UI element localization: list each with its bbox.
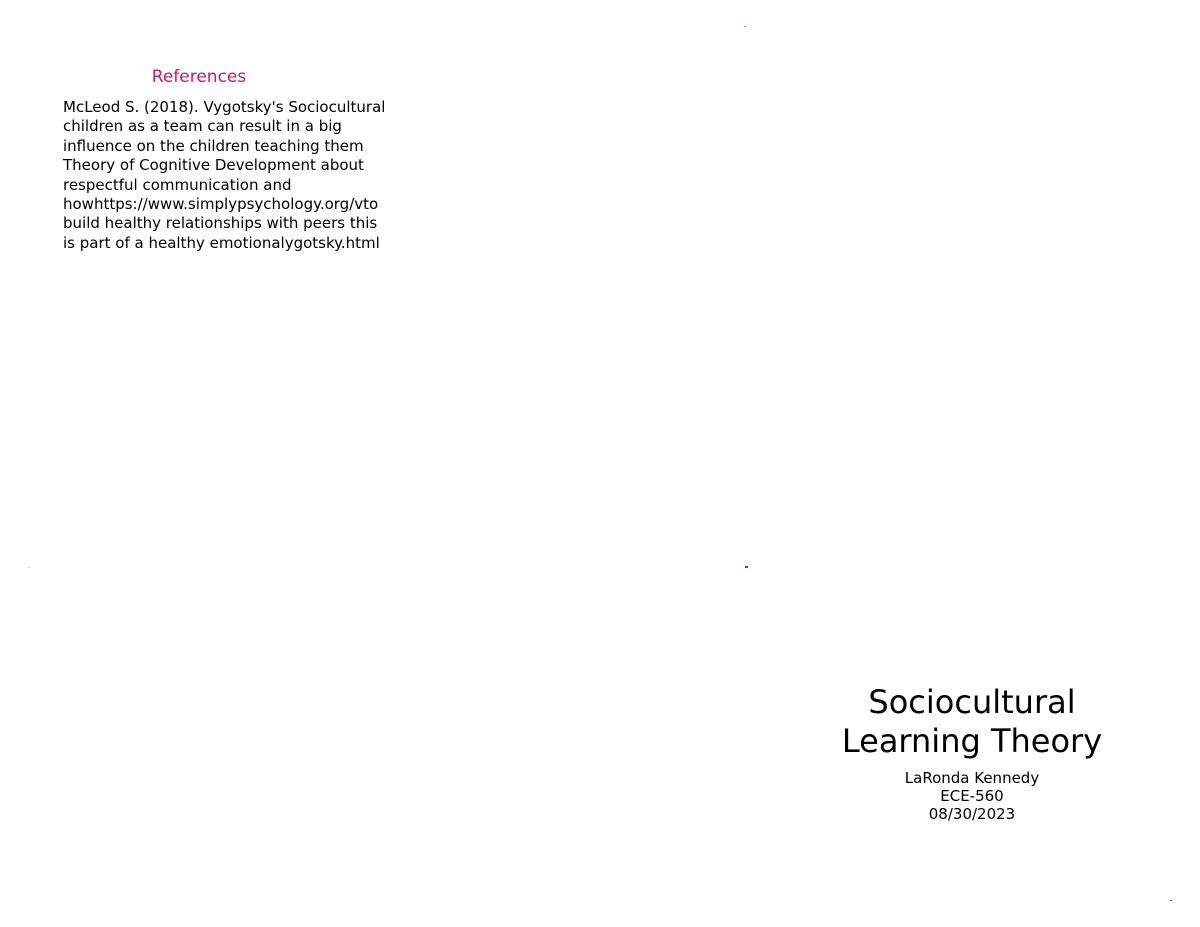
reference-line: is part of a healthy emotionalygotsky.html (63, 233, 380, 252)
reference-line: Theory of Cognitive Development about (63, 156, 364, 175)
cover-meta (822, 769, 1122, 823)
reference-line: respectful communication and (63, 175, 292, 194)
document-date: 08/30/2023 (928, 805, 1016, 823)
cover-title-line-1: Sociocultural (868, 683, 1076, 721)
cover-panel (822, 683, 1122, 823)
references-heading: References (151, 67, 247, 87)
author-name: LaRonda Kennedy (904, 769, 1040, 787)
references-text (63, 98, 403, 253)
cover-title-line-2: Learning Theory (841, 722, 1103, 760)
fold-mark (744, 26, 746, 27)
reference-line: children as a team can result in a big (63, 117, 342, 136)
fold-mark (28, 567, 30, 568)
reference-line: influence on the children teaching them (63, 136, 364, 155)
course-code: ECE-560 (940, 787, 1004, 805)
reference-line: build healthy relationships with peers this (63, 214, 378, 233)
fold-mark (745, 566, 748, 568)
fold-mark (1170, 900, 1172, 901)
reference-line: howhttps://www.simplypsychology.org/vto (63, 195, 379, 214)
reference-line: McLeod S. (2018). Vygotsky's Sociocultural (63, 98, 386, 116)
cover-title (822, 683, 1122, 761)
references-panel (63, 66, 403, 253)
